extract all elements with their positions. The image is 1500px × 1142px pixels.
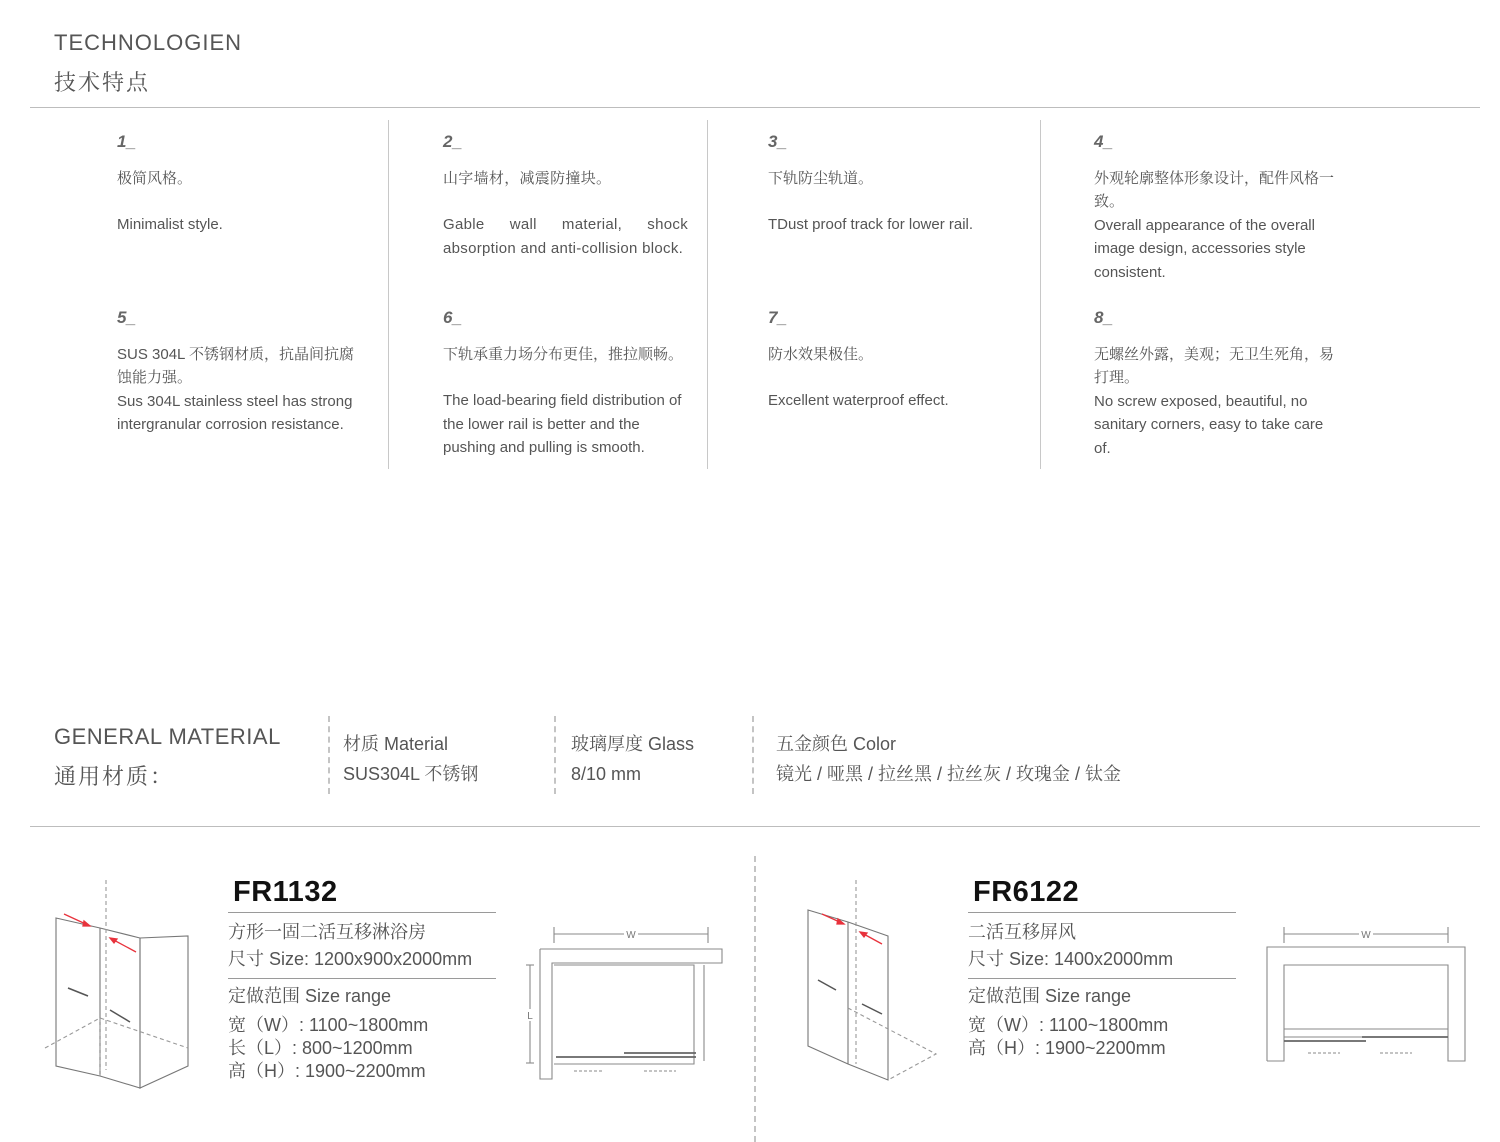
material-label: 材质 Material xyxy=(343,734,449,754)
material-label: 玻璃厚度 Glass xyxy=(571,734,695,754)
size-range-width: 宽（W）: 1100~1800mm xyxy=(228,1015,429,1035)
feature-number: 4_ xyxy=(1094,132,1113,151)
feature-text-zh: 无螺丝外露，美观；无卫生死角，易打理。 xyxy=(1094,345,1335,386)
shower-3d-illustration xyxy=(40,880,200,1100)
feature-text-en: Minimalist style. xyxy=(117,216,223,233)
feature-text-zh: 外观轮廓整体形象设计，配件风格一致。 xyxy=(1094,169,1335,210)
material-divider xyxy=(328,716,330,794)
material-value: 镜光 / 哑黑 / 拉丝黑 / 拉丝灰 / 玫瑰金 / 钛金 xyxy=(776,764,1122,784)
feature-text-en: No screw exposed, beautiful, no sanitary corners, easy to take care of. xyxy=(1094,392,1324,457)
material-divider xyxy=(554,716,556,794)
material-value: 8/10 mm xyxy=(571,764,642,784)
feature-item xyxy=(768,306,1013,413)
material-value: SUS304L 不锈钢 xyxy=(343,764,479,784)
material-divider-line xyxy=(30,826,1480,827)
feature-number: 2_ xyxy=(443,132,463,151)
size-underline xyxy=(228,978,496,979)
feature-number: 6_ xyxy=(443,308,462,327)
product-model: FR1132 xyxy=(233,876,338,908)
feature-item xyxy=(1094,130,1339,284)
plan-l-label: L xyxy=(527,1011,533,1022)
plan-view-diagram xyxy=(520,925,730,1085)
size-range-height: 高（H）: 1900~2200mm xyxy=(968,1038,1166,1058)
product-model: FR6122 xyxy=(973,876,1080,908)
product-divider xyxy=(754,856,756,1142)
size-range-height: 高（H）: 1900~2200mm xyxy=(228,1061,426,1081)
size-range-length: 长（L）: 800~1200mm xyxy=(228,1038,413,1058)
material-title-en: GENERAL MATERIAL xyxy=(54,724,281,749)
material-item xyxy=(343,729,478,789)
column-divider xyxy=(1040,120,1041,469)
feature-item xyxy=(443,306,688,460)
feature-text-en: Gable wall material, shock absorption and anti-collision block. xyxy=(443,216,688,257)
size-range-title: 定做范围 Size range xyxy=(968,986,1132,1006)
feature-item xyxy=(117,306,362,437)
size-underline xyxy=(968,978,1236,979)
material-item xyxy=(776,729,1121,789)
feature-number: 7_ xyxy=(768,308,787,327)
feature-item xyxy=(768,130,1013,237)
feature-text-zh: 下轨承重力场分布更佳，推拉顺畅。 xyxy=(443,345,684,363)
feature-item xyxy=(1094,306,1339,460)
plan-w-label: W xyxy=(1361,930,1371,941)
column-divider xyxy=(707,120,708,469)
section-title-zh: 技术特点 xyxy=(54,70,151,95)
plan-w-label: W xyxy=(626,930,636,941)
feature-number: 5_ xyxy=(117,308,136,327)
plan-view-diagram xyxy=(1262,925,1472,1075)
material-divider xyxy=(752,716,754,794)
product-size: 尺寸 Size: 1200x900x2000mm xyxy=(228,949,473,969)
model-underline xyxy=(968,912,1236,913)
material-label: 五金颜色 Color xyxy=(776,734,897,754)
screen-3d-illustration xyxy=(800,880,950,1090)
product-size: 尺寸 Size: 1400x2000mm xyxy=(968,949,1174,969)
header-divider xyxy=(30,107,1480,108)
feature-text-zh: 防水效果极佳。 xyxy=(768,345,874,363)
size-range-width: 宽（W）: 1100~1800mm xyxy=(968,1015,1169,1035)
feature-number: 1_ xyxy=(117,132,136,151)
feature-number: 8_ xyxy=(1094,308,1113,327)
feature-text-en: TDust proof track for lower rail. xyxy=(768,216,974,233)
feature-text-en: Excellent waterproof effect. xyxy=(768,392,949,409)
feature-number: 3_ xyxy=(768,132,787,151)
feature-item xyxy=(117,130,362,237)
feature-text-en: The load-bearing field distribution of the lower rail is better and the pushing and pulling is smooth. xyxy=(443,392,682,456)
product-name: 方形一固二活互移淋浴房 xyxy=(228,922,426,942)
material-item xyxy=(571,729,694,789)
product-name: 二活互移屏风 xyxy=(968,922,1076,942)
size-range-title: 定做范围 Size range xyxy=(228,986,392,1006)
feature-text-zh: 极简风格。 xyxy=(117,169,193,187)
feature-item xyxy=(443,130,688,260)
model-underline xyxy=(228,912,496,913)
feature-text-en: Overall appearance of the overall image design, accessories style consistent. xyxy=(1094,216,1315,281)
section-title-en: TECHNOLOGIEN xyxy=(54,30,243,55)
feature-text-zh: 下轨防尘轨道。 xyxy=(768,169,874,187)
feature-text-zh: SUS 304L 不锈钢材质，抗晶间抗腐蚀能力强。 xyxy=(117,345,354,386)
material-title-zh: 通用材质： xyxy=(54,764,175,789)
column-divider xyxy=(388,120,389,469)
feature-text-zh: 山字墙材，减震防撞块。 xyxy=(443,169,612,187)
feature-text-en: Sus 304L stainless steel has strong intergranular corrosion resistance. xyxy=(117,392,353,433)
